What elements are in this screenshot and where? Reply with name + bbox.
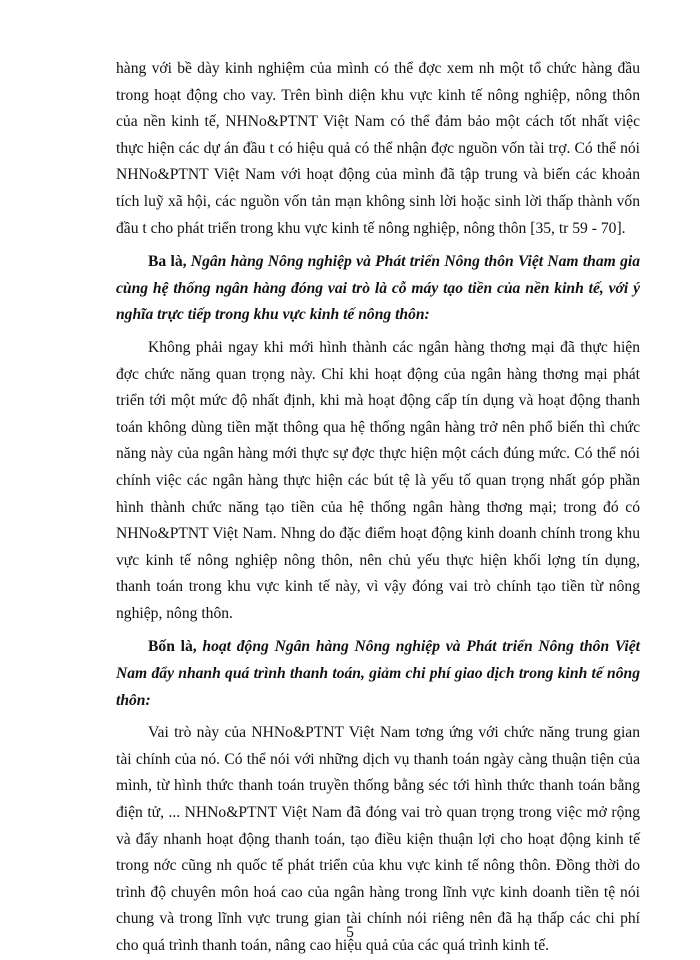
paragraph-body: Vai trò này của NHNo&PTNT Việt Nam tơng ứng với chức năng trung gian tài chính của nó. Có thể nói với những dịch vụ thanh toán ngày càng thuận tiện của mình, từ hình thức thanh toán truyền thống bằng séc tới hình thức thanh toán bằng điện tử, ... NHNo&PTNT Việt Nam đã đóng vai trò quan trọng trong việc mở rộng và đẩy nhanh hoạt động thanh toán, tạo điều kiện thuận lợi cho hoạt động kinh tế trong nớc cũng nh quốc tế phát triển của khu vực kinh tế nông thôn. Đồng thời do trình độ chuyên môn hoá cao của ngân hàng trong lĩnh vực kinh doanh tiền tệ nói chung và trong lĩnh vực trung gian tài chính nói riêng nên đã hạ thấp các chi phí cho quá trình thanh toán, nâng cao hiệu quả của các quá trình kinh tế. — [116, 724, 640, 954]
paragraph-body: Không phải ngay khi mới hình thành các ngân hàng thơng mại đã thực hiện đợc chức năng quan trọng này. Chỉ khi hoạt động của ngân hàng thơng mại phát triển tới một mức độ nhất định, khi mà hoạt động cấp tín dụng và hoạt động thanh toán không dùng tiền mặt thông qua hệ thống ngân hàng trở nên phổ biến thì chức năng này của ngân hàng mới thực sự đợc thực hiện một cách đúng mức. Có thể nói chính việc các ngân hàng thực hiện các bút tệ là yếu tố quan trọng nhất góp phần hình thành chức năng tạo tiền của hệ thống ngân hàng thơng mại; trong đó có NHNo&PTNT Việt Nam. Nhng do đặc điểm hoạt động kinh doanh chính trong khu vực kinh tế nông nghiệp nông thôn, nên chủ yếu thực hiện khối lợng tín dụng, thanh toán trong khu vực kinh tế này, vì vậy đóng vai trò chính tạo tiền từ nông nghiệp, nông thôn. — [116, 338, 640, 622]
section-heading-ba-la — [116, 249, 640, 329]
heading-lead: Bốn là, — [148, 638, 197, 656]
heading-text: hoạt động Ngân hàng Nông nghiệp và Phát triển Nông thôn Việt Nam đẩy nhanh quá trình thanh toán, giảm chi phí giao dịch trong kinh tế nông thôn: — [116, 638, 640, 709]
heading-text: Ngân hàng Nông nghiệp và Phát triển Nông thôn Việt Nam tham gia cùng hệ thống ngân hàng đóng vai trò là cỗ máy tạo tiền của nền kinh tế, với ý nghĩa trực tiếp trong khu vực kinh tế nông thôn: — [116, 253, 640, 324]
document-page — [116, 56, 640, 960]
paragraph-continued: hàng với bề dày kinh nghiệm của mình có thể đợc xem nh một tổ chức hàng đầu trong hoạt động cho vay. Trên bình diện khu vực kinh tế nông nghiệp, nông thôn của nền kinh tế, NHNo&PTNT Việt Nam có thể đảm bảo một cách tốt nhất việc thực hiện các dự án đầu t có hiệu quả có thể nhận đợc nguồn vốn tài trợ. Có thể nói NHNo&PTNT Việt Nam với hoạt động của mình đã tập trung và biến các khoản tích luỹ xã hội, các nguồn vốn tản mạn không sinh lời hoặc sinh lời thấp thành vốn đầu t cho phát triển trong khu vực kinh tế nông nghiệp, nông thôn [35, tr 59 - 70]. — [116, 60, 640, 237]
page-number: 5 — [346, 924, 354, 941]
heading-lead: Ba là, — [148, 253, 187, 271]
section-heading-bon-la — [116, 634, 640, 714]
